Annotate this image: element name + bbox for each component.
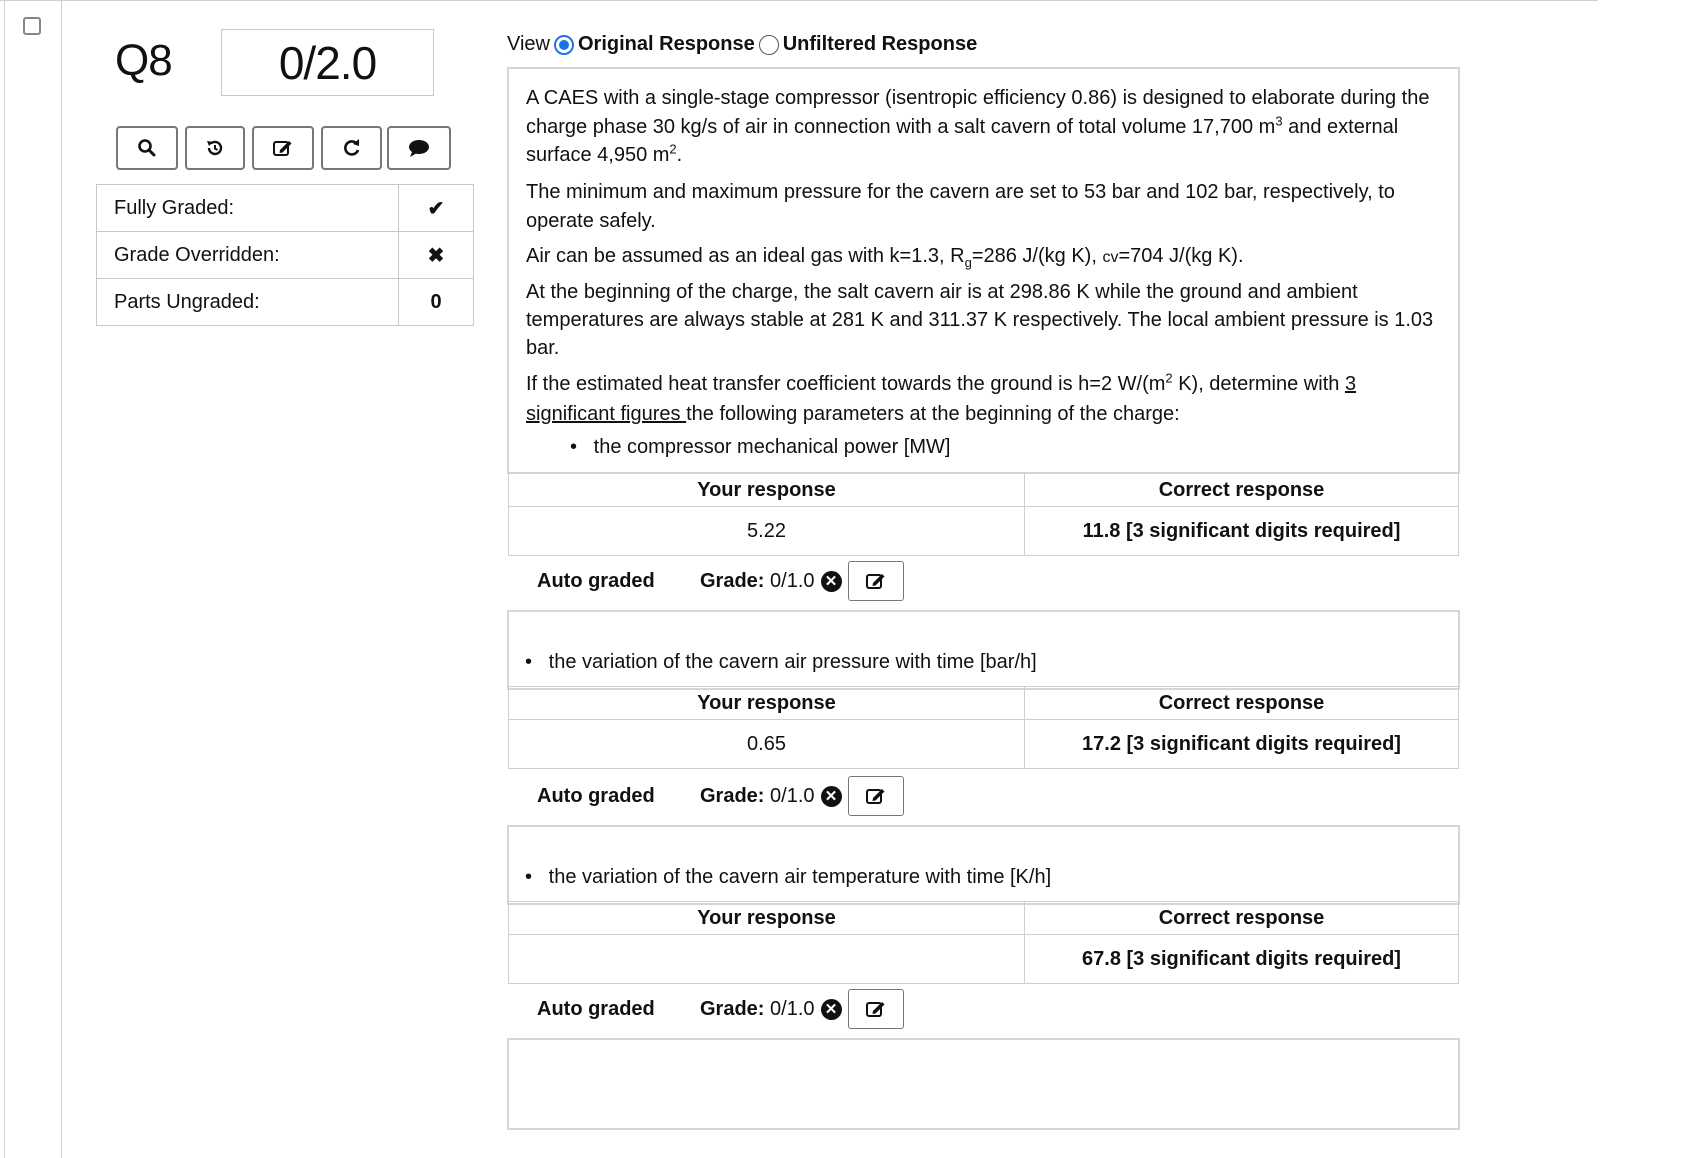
response-value-row: [509, 720, 1459, 769]
correct-response-header: Correct response: [1025, 687, 1459, 720]
problem-text: =286 J/(kg K),: [971, 245, 1103, 267]
comment-icon: [407, 138, 431, 158]
problem-text: At the beginning of the charge, the salt cavern air is at 298.86 K while the ground and ambient: [526, 281, 1358, 303]
correct-response-header: Correct response: [1025, 902, 1459, 935]
problem-text: K), determine with: [1172, 373, 1345, 395]
grade-value: 0/1.0: [764, 997, 815, 1020]
view-selector: [507, 33, 977, 56]
status-label: Grade Overridden:: [97, 232, 399, 279]
edit-button[interactable]: [252, 126, 314, 170]
superscript: 3: [1275, 113, 1283, 129]
edit-icon: [865, 786, 887, 806]
status-label: Fully Graded:: [97, 185, 399, 232]
edit-icon: [272, 138, 294, 158]
your-response-header: Your response: [509, 902, 1025, 935]
problem-text: =704 J/(kg K).: [1118, 245, 1244, 267]
response-value-row: [509, 507, 1459, 556]
grade-row: [537, 989, 904, 1029]
auto-graded-label: Auto graded: [537, 997, 655, 1020]
part-prompt-text: the variation of the cavern air pressure with time [bar/h]: [548, 651, 1037, 673]
problem-text: surface 4,950 m: [526, 144, 670, 166]
status-row: [97, 185, 474, 232]
response-value-row: [509, 935, 1459, 984]
edit-icon: [865, 571, 887, 591]
underlined-text: 3: [1344, 373, 1357, 395]
part-box: [507, 610, 1460, 690]
grade-label: Grade:: [700, 784, 765, 807]
problem-line: [526, 242, 1244, 272]
problem-line: [526, 113, 1398, 141]
redo-button[interactable]: [321, 126, 382, 170]
history-icon: [205, 138, 225, 158]
top-border: [0, 0, 1598, 1]
part-box: [507, 825, 1460, 905]
status-label: Parts Ungraded:: [97, 279, 399, 326]
part-prompt-text: the compressor mechanical power [MW]: [593, 436, 951, 458]
your-response-header: Your response: [509, 687, 1025, 720]
edit-grade-button[interactable]: [848, 561, 904, 601]
question-number: Q8: [115, 36, 172, 85]
select-question-checkbox[interactable]: [23, 17, 41, 35]
incorrect-icon: ✕: [821, 786, 842, 807]
status-row: [97, 232, 474, 279]
response-table: [508, 473, 1459, 556]
response-table: [508, 686, 1459, 769]
problem-line: [526, 400, 1180, 428]
problem-text: charge phase 30 kg/s of air in connection with a salt cavern of total volume 17,700 m: [526, 116, 1276, 138]
problem-line: [526, 84, 1429, 112]
problem-line: [526, 334, 559, 362]
response-table: [508, 901, 1459, 984]
radio-unfiltered-response[interactable]: [759, 35, 779, 55]
problem-text: and external: [1282, 116, 1399, 138]
problem-text: temperatures are always stable at 281 K and 311.37 K respectively. The local ambient pressure is 1.03: [526, 309, 1434, 331]
view-label: View: [507, 33, 550, 55]
part-prompt: • the variation of the cavern air temperature with time [K/h]: [525, 866, 1052, 888]
problem-line: [526, 207, 656, 235]
auto-graded-label: Auto graded: [537, 784, 655, 807]
original-response-label[interactable]: Original Response: [578, 33, 755, 55]
part-prompt-text: the variation of the cavern air temperature with time [K/h]: [548, 866, 1052, 888]
problem-text: If the estimated heat transfer coefficient towards the ground is h=2 W/(m: [526, 373, 1166, 395]
radio-original-response[interactable]: [554, 35, 574, 55]
search-button[interactable]: [116, 126, 178, 170]
auto-graded-label: Auto graded: [537, 569, 655, 592]
your-response-header: Your response: [509, 474, 1025, 507]
superscript: 2: [1165, 370, 1173, 386]
edit-grade-button[interactable]: [848, 989, 904, 1029]
search-icon: [137, 138, 157, 158]
correct-response-value: 67.8 [3 significant digits required]: [1025, 935, 1459, 984]
comment-button[interactable]: [387, 126, 451, 170]
grade-row: [537, 776, 904, 816]
problem-text: bar.: [526, 337, 560, 359]
question-score: 0/2.0: [221, 29, 434, 96]
grade-row: [537, 561, 904, 601]
underlined-text: significant figures: [526, 403, 687, 425]
your-response-value: 0.65: [509, 720, 1025, 769]
superscript: 2: [669, 141, 677, 157]
part-prompt: • the variation of the cavern air pressure with time [bar/h]: [525, 651, 1037, 673]
problem-line: [526, 178, 1395, 206]
response-header-row: [509, 474, 1459, 507]
status-row: [97, 279, 474, 326]
your-response-value: 5.22: [509, 507, 1025, 556]
correct-response-value: 17.2 [3 significant digits required]: [1025, 720, 1459, 769]
problem-text: A CAES with a single-stage compressor (isentropic efficiency 0.86) is designed to elaborate during the: [526, 87, 1430, 109]
part-prompt: • the compressor mechanical power [MW]: [570, 436, 951, 458]
grading-status-table: [96, 184, 474, 326]
unfiltered-response-label[interactable]: Unfiltered Response: [782, 33, 978, 55]
history-button[interactable]: [185, 126, 245, 170]
redo-icon: [342, 138, 362, 158]
check-icon: ✔: [399, 185, 474, 232]
problem-line: [526, 141, 682, 169]
edit-grade-button[interactable]: [848, 776, 904, 816]
problem-text: The minimum and maximum pressure for the cavern are set to 53 bar and 102 bar, respectively, to: [526, 181, 1395, 203]
cross-icon: ✖: [399, 232, 474, 279]
incorrect-icon: ✕: [821, 571, 842, 592]
correct-response-header: Correct response: [1025, 474, 1459, 507]
left-border: [4, 0, 5, 1158]
problem-text: .: [676, 144, 683, 166]
edit-icon: [865, 999, 887, 1019]
status-value: 0: [399, 279, 474, 326]
subscript: g: [964, 255, 972, 270]
response-header-row: [509, 902, 1459, 935]
cv-symbol: cv: [1102, 249, 1119, 266]
grade-label: Grade:: [700, 569, 765, 592]
problem-line: [526, 306, 1433, 334]
gutter-divider: [61, 0, 62, 1158]
problem-line: [526, 370, 1356, 398]
incorrect-icon: ✕: [821, 999, 842, 1020]
correct-response-value: 11.8 [3 significant digits required]: [1025, 507, 1459, 556]
problem-text: the following parameters at the beginning of the charge:: [686, 403, 1180, 425]
your-response-value: [509, 935, 1025, 984]
grade-value: 0/1.0: [764, 784, 815, 807]
part-box: [507, 1038, 1460, 1130]
grade-label: Grade:: [700, 997, 765, 1020]
problem-text: operate safely.: [526, 210, 656, 232]
problem-text: Air can be assumed as an ideal gas with k=1.3, R: [526, 245, 965, 267]
grade-value: 0/1.0: [764, 569, 815, 592]
response-header-row: [509, 687, 1459, 720]
problem-line: [526, 278, 1358, 306]
